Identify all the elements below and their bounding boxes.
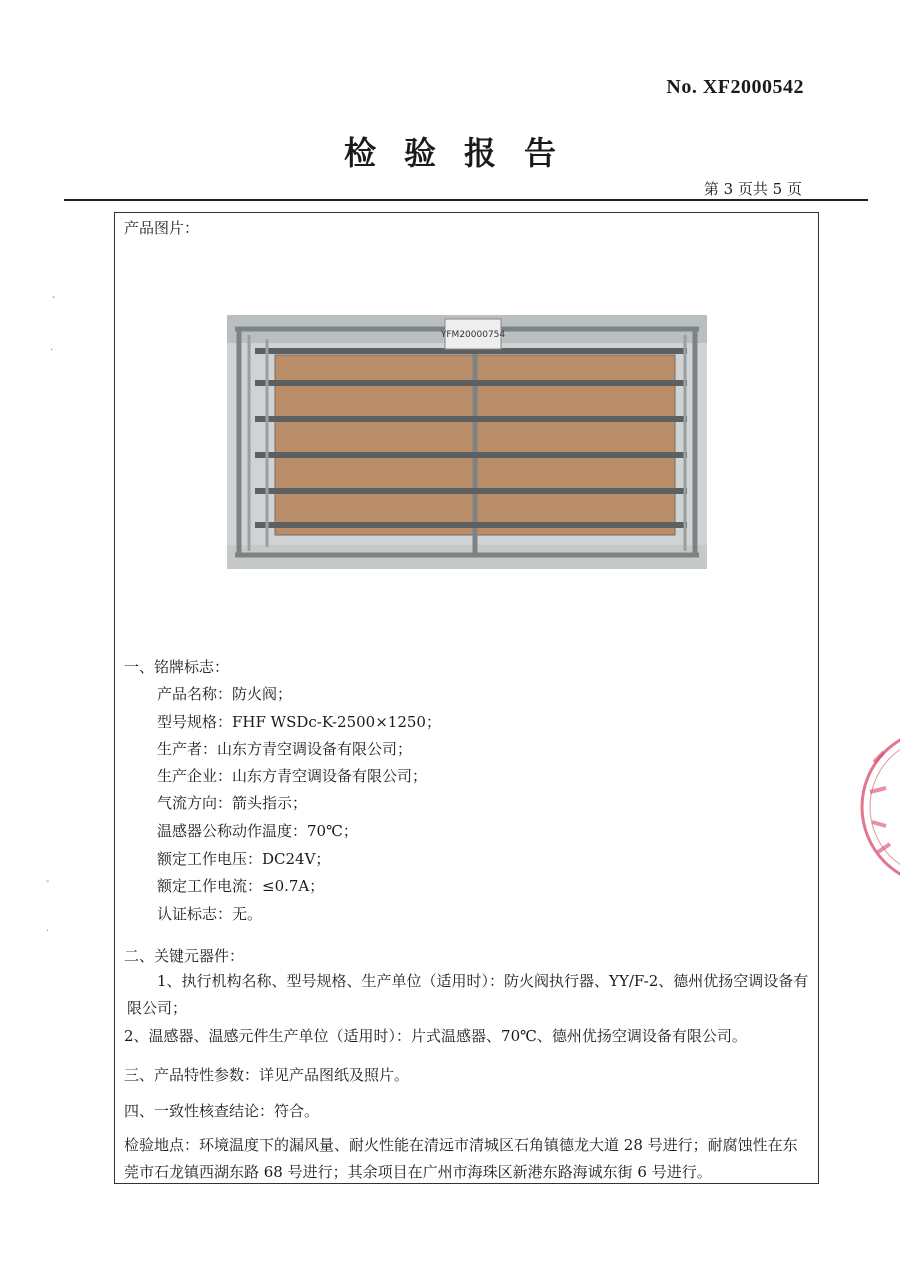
header-divider — [64, 199, 868, 201]
page-indicator: 第 3 页共 5 页 — [703, 180, 802, 198]
product-photo — [227, 315, 707, 569]
photo-tag-text: YFM20000754 — [440, 330, 506, 340]
rated-voltage: 额定工作电压：DC24V； — [157, 850, 331, 868]
product-name: 产品名称：防火阀； — [157, 685, 293, 703]
key-components-heading: 二、关键元器件： — [124, 947, 245, 965]
scan-mark: · — [46, 926, 50, 937]
scan-mark: · — [50, 345, 54, 356]
product-image-label: 产品图片： — [124, 219, 200, 237]
manufacturer: 生产企业：山东方青空调设备有限公司； — [157, 767, 428, 785]
report-title: 检验报告 — [343, 134, 584, 172]
rated-current: 额定工作电流：≤0.7A； — [157, 877, 325, 895]
test-location: 检验地点：环境温度下的漏风量、耐火性能在清远市清城区石角镇德龙大道 28 号进行；耐腐蚀性在东莞市石龙镇西湖东路 68 号进行；其余项目在广州市海珠区新港东路海诚东街 6 号进行。 — [124, 1136, 798, 1181]
key-component-1: 1、执行机构名称、型号规格、生产单位（适用时）：防火阀执行器、YY/F-2、德州优扬空调设备有限公司； — [127, 972, 809, 1017]
nameplate-heading: 一、铭牌标志： — [124, 658, 230, 676]
conformity-conclusion: 四、一致性核查结论：符合。 — [124, 1102, 320, 1120]
sensor-temperature: 温感器公称动作温度：70℃； — [157, 822, 358, 840]
scan-mark: - — [46, 876, 50, 887]
scan-mark: - — [52, 292, 56, 303]
model-spec: 型号规格：FHF WSDc-K-2500×1250； — [157, 713, 441, 731]
report-number: No. XF2000542 — [666, 76, 804, 98]
key-component-2: 2、温感器、温感元件生产单位（适用时）：片式温感器、70℃、德州优扬空调设备有限公司。 — [124, 1027, 747, 1045]
characteristics: 三、产品特性参数：详见产品图纸及照片。 — [124, 1066, 410, 1084]
certification-mark: 认证标志：无。 — [157, 905, 263, 923]
inspection-seal — [860, 722, 900, 892]
producer: 生产者：山东方青空调设备有限公司； — [157, 740, 413, 758]
airflow-direction: 气流方向：箭头指示； — [157, 794, 308, 812]
